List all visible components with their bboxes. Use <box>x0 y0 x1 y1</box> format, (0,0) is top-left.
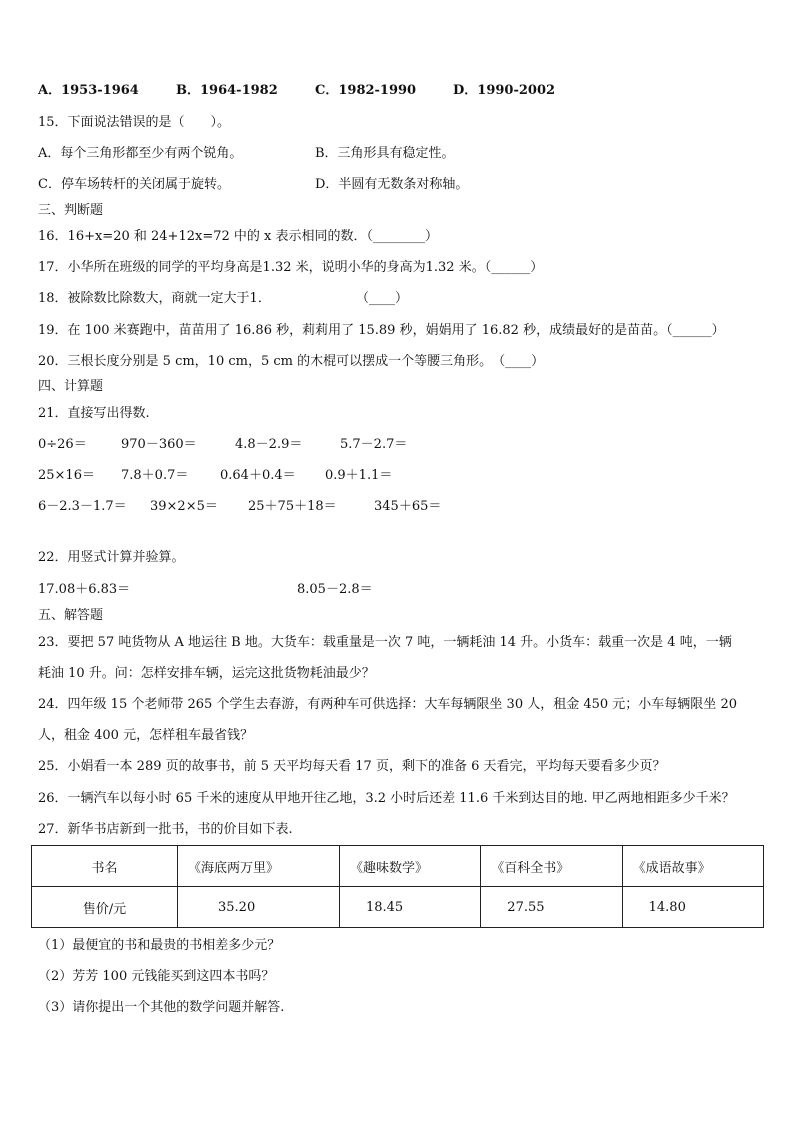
judge-item-18-blank: （____） <box>356 291 409 306</box>
q21-item: 6－2.3－1.7＝ <box>38 499 127 514</box>
q15-option-a: A．每个三角形都至少有两个锐角。 <box>38 146 243 161</box>
table-cell: 27.55 <box>481 887 622 928</box>
q21-item: 39×2×5＝ <box>150 499 218 514</box>
table-cell: 35.20 <box>178 887 340 928</box>
q14-option-c: C．1982-1990 <box>315 83 417 98</box>
judge-item-17: 17．小华所在班级的同学的平均身高是1.32 米，说明小华的身高为1.32 米。（______） <box>38 260 544 275</box>
table-cell: 《趣味数学》 <box>339 846 480 887</box>
q14-option-b: B．1964-1982 <box>176 83 278 98</box>
table-cell: 《海底两万里》 <box>178 846 340 887</box>
q23-line-2: 耗油 10 升。问：怎样安排车辆，运完这批货物耗油最少？ <box>38 666 375 681</box>
table-cell: 书名 <box>32 846 178 887</box>
q21-item: 25×16＝ <box>38 468 95 483</box>
q21-item: 4.8－2.9＝ <box>235 437 303 452</box>
q23-line-1: 23．要把 57 吨货物从 A 地运往 B 地。大货车：载重量是一次 7 吨，一辆耗油 14 升。小货车：载重一次是 4 吨，一辆 <box>38 635 732 650</box>
judge-item-18: 18．被除数比除数大，商就一定大于1． <box>38 291 271 306</box>
section-heading-calc: 四、计算题 <box>38 379 104 394</box>
table-header-row <box>32 846 764 887</box>
q25: 25．小娟看一本 289 页的故事书，前 5 天平均每天看 17 页，剩下的准备 6 天看完，平均每天要看多少页？ <box>38 759 666 774</box>
q26: 26．一辆汽车以每小时 65 千米的速度从甲地开往乙地，3.2 小时后还差 11.6 千米到达目的地. 甲乙两地相距多少千米？ <box>38 791 735 806</box>
q22-stem: 22．用竖式计算并验算。 <box>38 550 185 565</box>
q27-sub-1: （1）最便宜的书和最贵的书相差多少元？ <box>38 938 281 953</box>
table-cell: 《百科全书》 <box>481 846 622 887</box>
table-cell: 18.45 <box>339 887 480 928</box>
q21-item: 0.9＋1.1＝ <box>325 468 393 483</box>
q21-item: 0.64＋0.4＝ <box>220 468 296 483</box>
q27-stem: 27．新华书店新到一批书，书的价目如下表. <box>38 822 293 837</box>
q21-item: 25＋75＋18＝ <box>248 499 337 514</box>
table-row <box>32 887 764 928</box>
q27-sub-3: （3）请你提出一个其他的数学问题并解答. <box>38 1000 285 1015</box>
table-cell: 《成语故事》 <box>622 846 763 887</box>
q21-item: 0÷26＝ <box>38 437 87 452</box>
judge-item-16: 16．16+x=20 和 24+12x=72 中的 x 表示相同的数．（________） <box>38 229 438 244</box>
q22-item-2: 8.05－2.8＝ <box>297 582 373 597</box>
q15-stem: 15．下面说法错误的是（ ）。 <box>38 115 231 130</box>
q22-item-1: 17.08＋6.83＝ <box>38 582 131 597</box>
q14-option-d: D．1990-2002 <box>453 83 556 98</box>
q27-sub-2: （2）芳芳 100 元钱能买到这四本书吗？ <box>38 969 275 984</box>
section-heading-solve: 五、解答题 <box>38 608 104 623</box>
q21-item: 970－360＝ <box>121 437 197 452</box>
book-price-table <box>31 845 764 928</box>
q21-item: 5.7－2.7＝ <box>340 437 408 452</box>
q24-line-2: 人，租金 400 元，怎样租车最省钱？ <box>38 728 254 743</box>
judge-item-20: 20．三根长度分别是 5 cm，10 cm，5 cm 的木棍可以摆成一个等腰三角形。 （____） <box>38 354 545 369</box>
judge-item-19: 19．在 100 米赛跑中，苗苗用了 16.86 秒，莉莉用了 15.89 秒，娟娟用了 16.82 秒，成绩最好的是苗苗。（______） <box>38 323 725 338</box>
q21-item: 7.8＋0.7＝ <box>121 468 189 483</box>
section-heading-judge: 三、判断题 <box>38 203 104 218</box>
q14-option-a: A．1953-1964 <box>38 83 139 98</box>
q15-option-c: C．停车场转杆的关闭属于旋转。 <box>38 177 230 192</box>
q15-option-d: D．半圆有无数条对称轴。 <box>315 177 469 192</box>
table-cell: 14.80 <box>622 887 763 928</box>
q15-option-b: B．三角形具有稳定性。 <box>315 146 455 161</box>
q24-line-1: 24．四年级 15 个老师带 265 个学生去春游，有两种车可供选择：大车每辆限坐 30 人，租金 450 元；小车每辆限坐 20 <box>38 697 737 712</box>
q21-item: 345＋65＝ <box>374 499 442 514</box>
q21-stem: 21．直接写出得数. <box>38 406 150 421</box>
table-cell: 售价/元 <box>32 887 178 928</box>
